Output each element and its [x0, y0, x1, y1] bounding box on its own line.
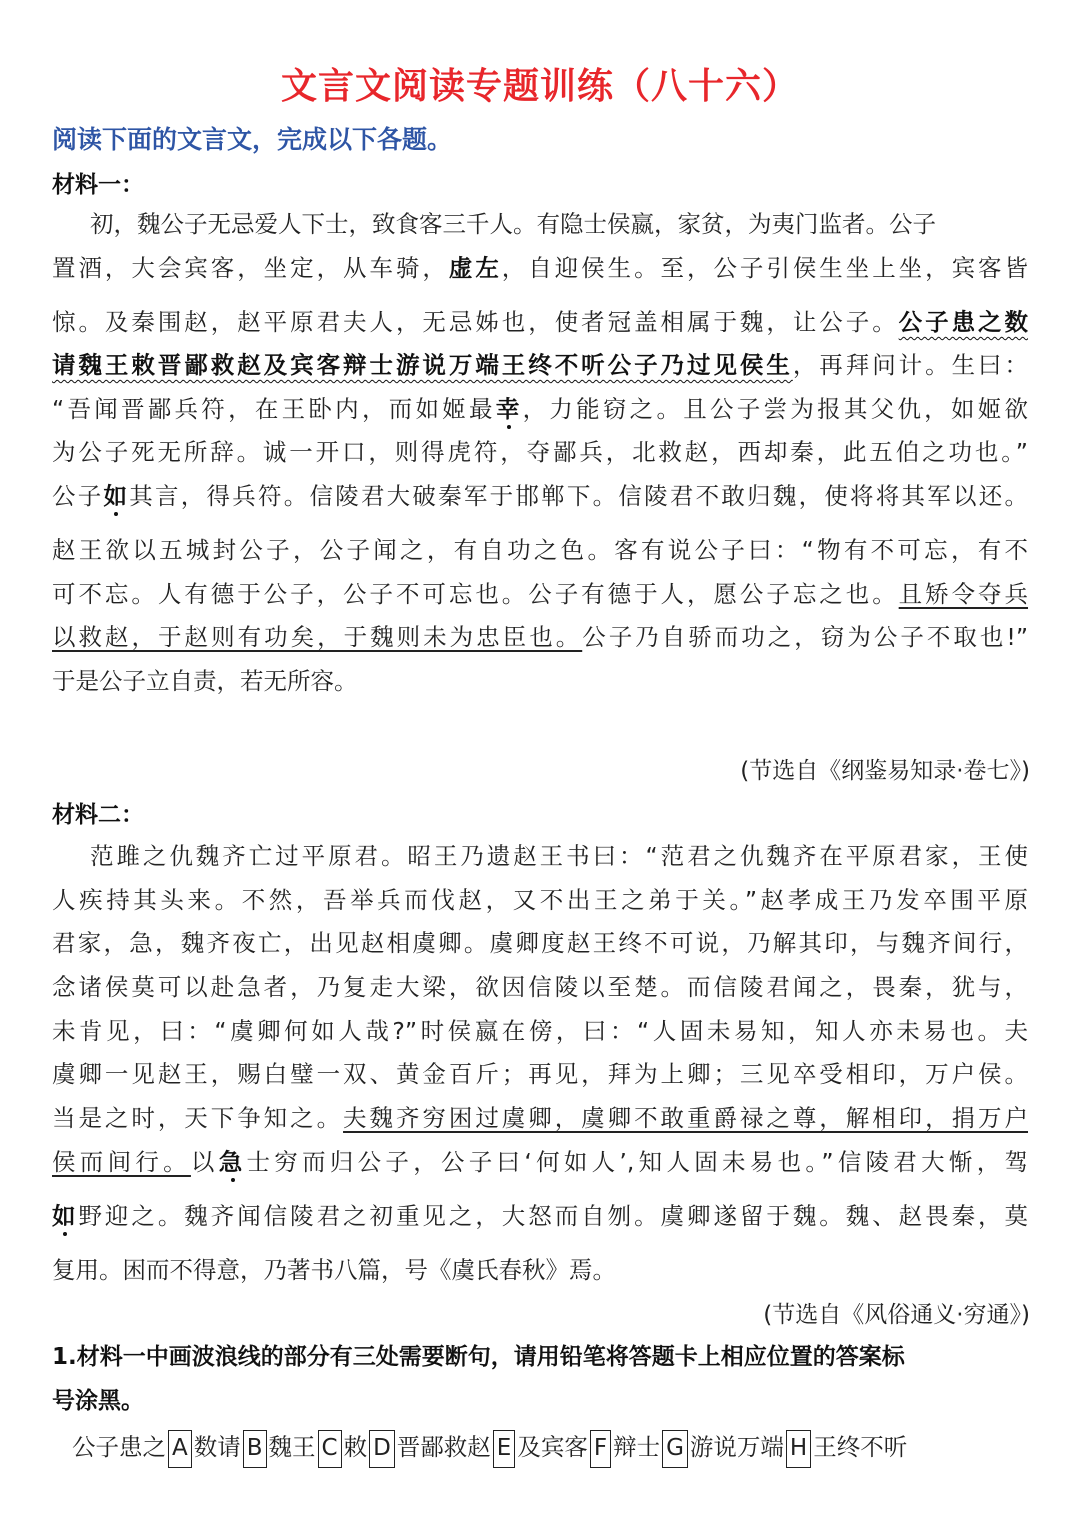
m1-line-9: 可不忘。人有德于公子，公子不可忘也。公子有德于人，愿公子忘之也。且矫令夺兵	[52, 580, 1029, 608]
segment: 公子患之	[72, 1433, 166, 1461]
material2-source: (节选自《风俗通义·穷通》)	[763, 1302, 1030, 1328]
m2-line-7: 当是之时，天下争知之。夫魏齐穷困过虞卿，虞卿不敢重爵禄之尊，解相印，捐万户	[52, 1104, 1029, 1132]
m2-line-4: 念诸侯莫可以赴急者，乃复走大梁，欲因信陵以至楚。而信陵君闻之，畏秦，犹与，	[52, 973, 1028, 1001]
material1-source: (节选自《纲鉴易知录·卷七》)	[740, 758, 1030, 784]
m1-line-8: 赵王欲以五城封公子，公子闻之，有自功之色。客有说公子曰：“物有不可忘，有不	[52, 536, 1028, 564]
emphasis-ji: 急	[218, 1148, 247, 1176]
option-box-c[interactable]: C	[318, 1430, 342, 1468]
break-options	[72, 1428, 907, 1468]
page-title: 文言文阅读专题训练（八十六）	[280, 66, 799, 107]
segment: 王终不听	[813, 1433, 908, 1461]
question-1-line2: 号涂黑。	[52, 1388, 144, 1414]
m1-line-7: 公子如其言，得兵符。信陵君大破秦军于邯郸下。信陵君不敢归魏，使将将其军以还。	[52, 482, 1029, 510]
segment: 游说万端	[689, 1433, 784, 1461]
underlined-sentence-part1: 且矫令夺兵	[898, 580, 1029, 608]
option-box-g[interactable]: G	[662, 1430, 688, 1468]
underlined-sentence-part2: 以救赵，于赵则有功矣，于魏则未为忠臣也。	[52, 623, 583, 651]
segment: 数请	[193, 1433, 241, 1461]
m2-underlined-part2: 侯而间行。	[52, 1148, 191, 1176]
segment: 辩士	[613, 1433, 661, 1461]
option-box-f[interactable]: F	[590, 1430, 611, 1468]
m2-line-10: 复用。困而不得意，乃著书八篇，号《虞氏春秋》焉。	[52, 1256, 616, 1284]
segment: 及宾客	[517, 1433, 588, 1461]
wavy-sentence-part1: 公子患之数	[898, 308, 1029, 336]
m2-line-8: 侯而间行。以急士穷而归公子，公子曰‘何如人’,知人固未易也。”信陵君大惭，驾	[52, 1148, 1029, 1176]
segment: 晋鄙救赵	[396, 1433, 491, 1461]
question-1	[52, 1340, 1032, 1418]
segment: 敕	[343, 1433, 368, 1461]
m2-line-1: 范雎之仇魏齐亡过平原君。昭王乃遗赵王书曰：“范君之仇魏齐在平原君家，王使	[90, 842, 1028, 870]
m2-line-6: 虞卿一见赵王，赐白璧一双、黄金百斤；再见，拜为上卿；三见卒受相印，万户侯。	[52, 1060, 1028, 1088]
wavy-sentence-part2: 请魏王敕晋鄙救赵及宾客辩士游说万端王终不听公子乃过见侯生	[52, 351, 793, 379]
instruction: 阅读下面的文言文，完成以下各题。	[52, 125, 453, 154]
m1-line-1: 初，魏公子无忌爱人下士，致食客三千人。有隐士侯嬴，家贫，为夷门监者。公子	[90, 210, 936, 238]
option-box-b[interactable]: B	[243, 1430, 267, 1468]
emphasis-ru: 如	[103, 482, 130, 510]
m1-line-2: 置酒，大会宾客，坐定，从车骑，虚左，自迎侯生。至，公子引侯生坐上坐，宾客皆	[52, 254, 1029, 282]
emphasis-xing: 幸	[495, 395, 523, 423]
material2-heading: 材料二：	[52, 802, 144, 828]
m1-line-11: 于是公子立自责，若无所容。	[52, 667, 358, 695]
m1-line-4: 请魏王敕晋鄙救赵及宾客辩士游说万端王终不听公子乃过见侯生，再拜问计。生曰：	[52, 351, 1029, 379]
m1-line-5: “吾闻晋鄙兵符，在王卧内，而如姬最幸，力能窃之。且公子尝为报其父仇，如姬欲	[52, 395, 1028, 423]
material1-heading: 材料一：	[52, 172, 144, 198]
question-1-line1: 1.材料一中画波浪线的部分有三处需要断句，请用铅笔将答题卡上相应位置的答案标	[52, 1344, 905, 1370]
m2-underlined-part1: 夫魏齐穷困过虞卿，虞卿不敢重爵禄之尊，解相印，捐万户	[343, 1104, 1029, 1132]
option-box-a[interactable]: A	[168, 1430, 192, 1468]
m2-line-3: 君家，急，魏齐夜亡，出见赵相虞卿。虞卿度赵王终不可说，乃解其印，与魏齐间行，	[52, 929, 1028, 957]
m2-line-2: 人疾持其头来。不然，吾举兵而伐赵，又不出王之弟于关。”赵孝成王乃发卒围平原	[52, 886, 1028, 914]
option-box-e[interactable]: E	[493, 1430, 516, 1468]
segment: 魏王	[268, 1433, 316, 1461]
m1-line-6: 为公子死无所辞。诚一开口，则得虎符，夺鄙兵，北救赵，西却秦，此五伯之功也。”	[52, 438, 1028, 466]
m1-line-3: 惊。及秦围赵，赵平原君夫人，无忌姊也，使者冠盖相属于魏，让公子。公子患之数	[52, 308, 1029, 336]
emphasis-xuzuo: 虚左	[448, 254, 502, 282]
option-box-d[interactable]: D	[369, 1430, 395, 1468]
option-box-h[interactable]: H	[786, 1430, 811, 1468]
m1-line-10: 以救赵，于赵则有功矣，于魏则未为忠臣也。公子乃自骄而功之，窃为公子不取也!”	[52, 623, 1028, 651]
m2-line-9: 如野迎之。魏齐闻信陵君之初重见之，大怒而自刎。虞卿遂留于魏。魏、赵畏秦，莫	[52, 1202, 1029, 1230]
emphasis-ru2: 如	[52, 1202, 79, 1230]
m2-line-5: 未肯见，曰：“虞卿何如人哉?”时侯嬴在傍，曰：“人固未易知，知人亦未易也。夫	[52, 1017, 1028, 1045]
